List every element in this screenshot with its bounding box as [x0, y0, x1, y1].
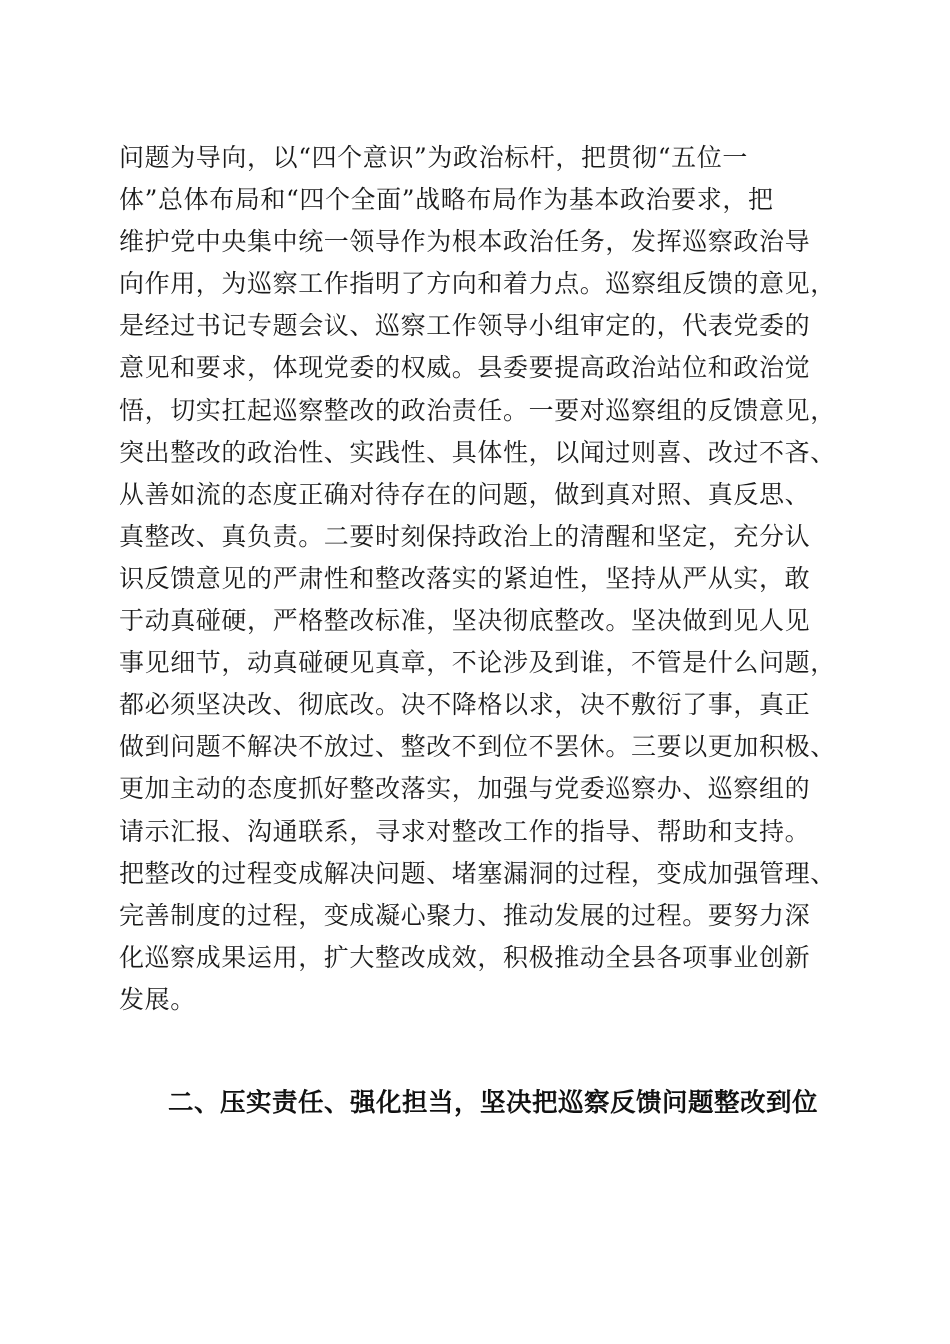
paragraph-line: 请示汇报、沟通联系，寻求对整改工作的指导、帮助和支持。	[119, 816, 811, 846]
paragraph-line: 从善如流的态度正确对待存在的问题，做到真对照、真反思、	[119, 479, 811, 509]
paragraph-line: 问题为导向，以“四个意识”为政治标杆，把贯彻“五位一	[119, 143, 748, 172]
paragraph-line: 识反馈意见的严肃性和整改落实的紧迫性，坚持从严从实，敢	[119, 563, 811, 593]
paragraph-line: 把整改的过程变成解决问题、堵塞漏洞的过程，变成加强管理、	[119, 858, 836, 888]
paragraph-line: 悟，切实扛起巡察整改的政治责任。一要对巡察组的反馈意见，	[119, 395, 836, 425]
paragraph-line: 真整改、真负责。二要时刻保持政治上的清醒和坚定，充分认	[119, 521, 811, 551]
paragraph-line: 都必须坚决改、彻底改。决不降格以求，决不敷衍了事，真正	[119, 690, 811, 720]
body-paragraph	[119, 137, 849, 1021]
paragraph-line: 更加主动的态度抓好整改落实，加强与党委巡察办、巡察组的	[119, 774, 811, 804]
paragraph-line: 发展。	[119, 984, 196, 1014]
paragraph-line: 意见和要求，体现党委的权威。县委要提高政治站位和政治觉	[119, 353, 811, 383]
paragraph-line: 维护党中央集中统一领导作为根本政治任务，发挥巡察政治导	[119, 227, 811, 257]
paragraph-line: 向作用，为巡察工作指明了方向和着力点。巡察组反馈的意见，	[119, 269, 836, 299]
section-heading: 二、压实责任、强化担当，坚决把巡察反馈问题整改到位	[168, 1088, 819, 1118]
paragraph-line: 体”总体布局和“四个全面”战略布局作为基本政治要求，把	[119, 185, 774, 215]
paragraph-line: 化巡察成果运用，扩大整改成效，积极推动全县各项事业创新	[119, 942, 811, 972]
paragraph-line: 是经过书记专题会议、巡察工作领导小组审定的，代表党委的	[119, 311, 811, 341]
paragraph-line: 突出整改的政治性、实践性、具体性，以闻过则喜、改过不吝、	[119, 437, 836, 467]
paragraph-line: 于动真碰硬，严格整改标准，坚决彻底整改。坚决做到见人见	[119, 606, 811, 636]
paragraph-line: 事见细节，动真碰硬见真章，不论涉及到谁，不管是什么问题，	[119, 648, 836, 678]
paragraph-line: 完善制度的过程，变成凝心聚力、推动发展的过程。要努力深	[119, 900, 811, 930]
paragraph-line: 做到问题不解决不放过、整改不到位不罢休。三要以更加积极、	[119, 732, 836, 762]
